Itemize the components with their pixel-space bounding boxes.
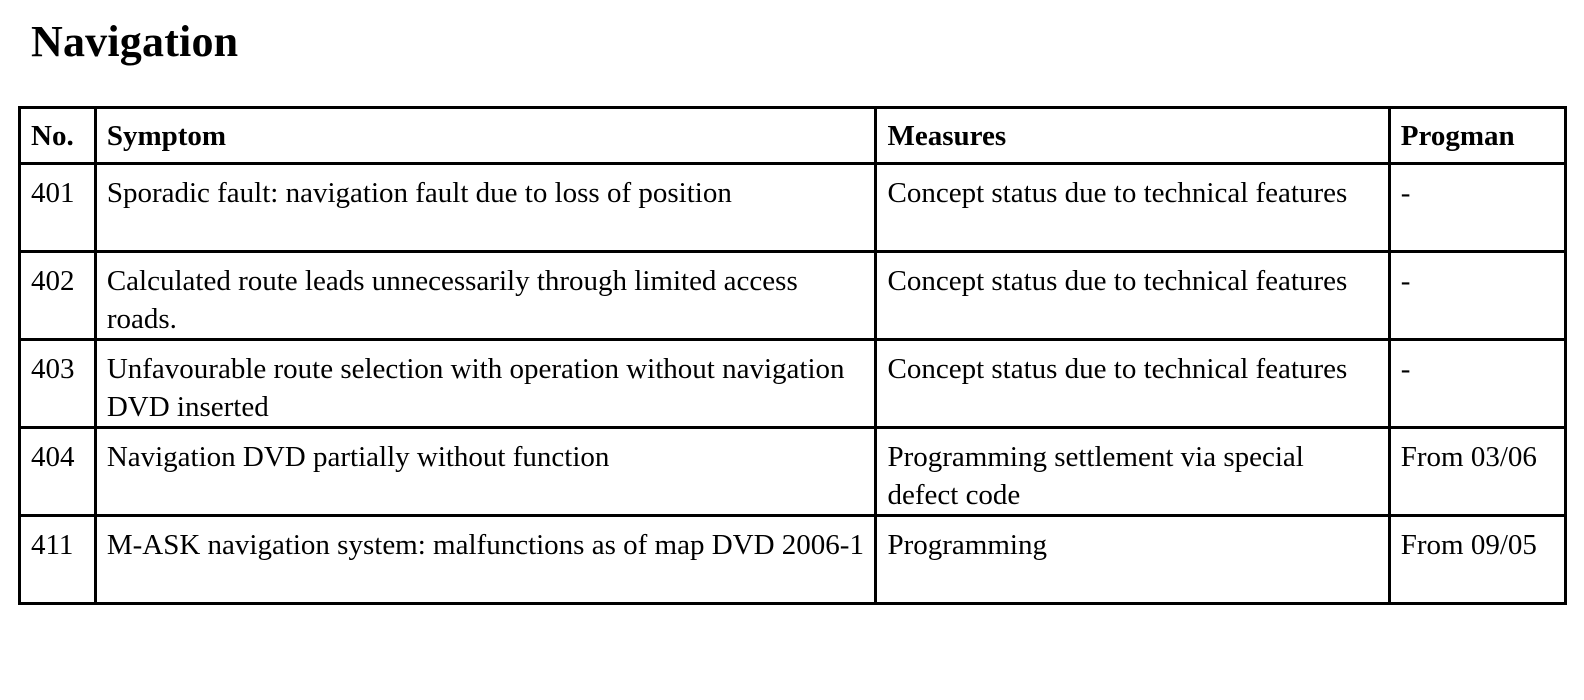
progman-text: - (1400, 177, 1411, 209)
header-symptom: Symptom (95, 108, 876, 164)
measures-text: Concept status due to technical features (887, 353, 1348, 385)
symptom-text: Unfavourable route selection with operation without navigation DVD inserted (106, 353, 845, 423)
symptom-text: Navigation DVD partially without function (106, 441, 610, 473)
progman-cell (1389, 340, 1565, 428)
symptom-cell (95, 340, 876, 428)
measures-text: Concept status due to technical features (887, 265, 1348, 297)
progman-cell (1389, 516, 1565, 604)
measures-cell (876, 516, 1389, 604)
table-row (20, 252, 1566, 340)
progman-cell (1389, 164, 1565, 252)
header-no: No. (20, 108, 96, 164)
measures-cell (876, 164, 1389, 252)
symptom-cell (95, 428, 876, 516)
row-number-cell: 411 (20, 516, 96, 604)
progman-text: - (1400, 353, 1411, 385)
row-number-cell: 403 (20, 340, 96, 428)
measures-cell (876, 428, 1389, 516)
symptom-text: Sporadic fault: navigation fault due to loss of position (106, 177, 732, 209)
symptom-text: Calculated route leads unnecessarily through limited access roads. (106, 265, 798, 335)
symptom-text: M-ASK navigation system: malfunctions as of map DVD 2006-1 (106, 529, 864, 561)
measures-text: Concept status due to technical features (887, 177, 1348, 209)
progman-cell (1389, 252, 1565, 340)
table-row (20, 516, 1566, 604)
header-measures: Measures (876, 108, 1389, 164)
measures-text: Programming (887, 529, 1047, 561)
progman-cell (1389, 428, 1565, 516)
symptom-table (18, 106, 1567, 605)
table-row (20, 340, 1566, 428)
symptom-cell (95, 164, 876, 252)
symptom-cell (95, 516, 876, 604)
progman-text: From 09/05 (1400, 529, 1537, 561)
table-row (20, 428, 1566, 516)
row-number-cell: 404 (20, 428, 96, 516)
symptom-cell (95, 252, 876, 340)
row-number-cell: 401 (20, 164, 96, 252)
row-number-cell: 402 (20, 252, 96, 340)
measures-text: Programming settlement via special defect code (887, 441, 1304, 511)
measures-cell (876, 252, 1389, 340)
page-title: Navigation (31, 17, 239, 66)
progman-text: - (1400, 265, 1411, 297)
header-progman: Progman (1389, 108, 1565, 164)
table-header-row (20, 108, 1566, 164)
progman-text: From 03/06 (1400, 441, 1537, 473)
measures-cell (876, 340, 1389, 428)
table-row (20, 164, 1566, 252)
